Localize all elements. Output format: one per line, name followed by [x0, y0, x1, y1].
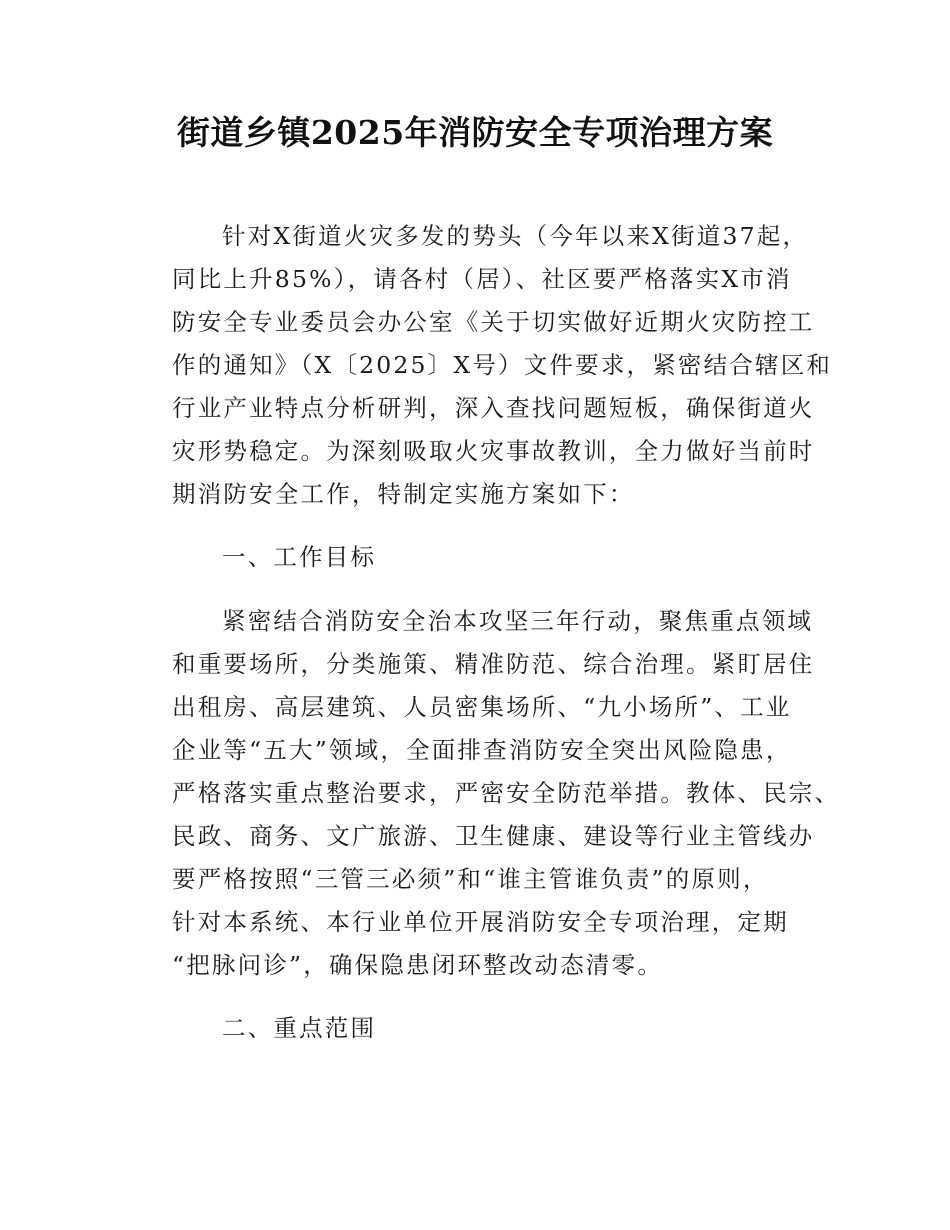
section-heading-goals: 一、工作目标 [222, 543, 377, 571]
paragraph-line: 紧密结合消防安全治本攻坚三年行动，聚焦重点领域 [222, 607, 814, 635]
paragraph-line: 针对X街道火灾多发的势头（今年以来X街道37起， [222, 222, 809, 250]
paragraph-line: 企业等“五大”领域，全面排查消防安全突出风险隐患， [172, 736, 792, 764]
paragraph-line: 灾形势稳定。为深刻吸取火灾事故教训，全力做好当前时 [172, 437, 815, 465]
paragraph-line: 行业产业特点分析研判，深入查找问题短板，确保街道火 [172, 394, 815, 422]
paragraph-line: 防安全专业委员会办公室《关于切实做好近期火灾防控工 [172, 308, 815, 336]
paragraph-line: 和重要场所，分类施策、精准防范、综合治理。紧盯居住 [172, 650, 815, 678]
paragraph-line: 期消防安全工作，特制定实施方案如下： [172, 480, 635, 508]
paragraph-line: 出租房、高层建筑、人员密集场所、“九小场所”、工业 [172, 693, 792, 721]
paragraph-line: “把脉问诊”，确保隐患闭环整改动态清零。 [172, 951, 664, 979]
paragraph-line: 针对本系统、本行业单位开展消防安全专项治理，定期 [172, 908, 789, 936]
paragraph-line: 要严格按照“三管三必须”和“谁主管谁负责”的原则， [172, 865, 769, 893]
paragraph-line: 民政、商务、文广旅游、卫生健康、建设等行业主管线办 [172, 822, 815, 850]
paragraph-line: 同比上升85%），请各村（居）、社区要严格落实X市消 [172, 265, 792, 293]
document-title: 街道乡镇2025年消防安全专项治理方案 [176, 113, 774, 152]
paragraph-line: 作的通知》（X〔2025〕X号）文件要求，紧密结合辖区和 [172, 351, 833, 379]
section-heading-scope: 二、重点范围 [222, 1014, 377, 1042]
paragraph-line: 严格落实重点整治要求，严密安全防范举措。教体、民宗、 [172, 779, 841, 807]
